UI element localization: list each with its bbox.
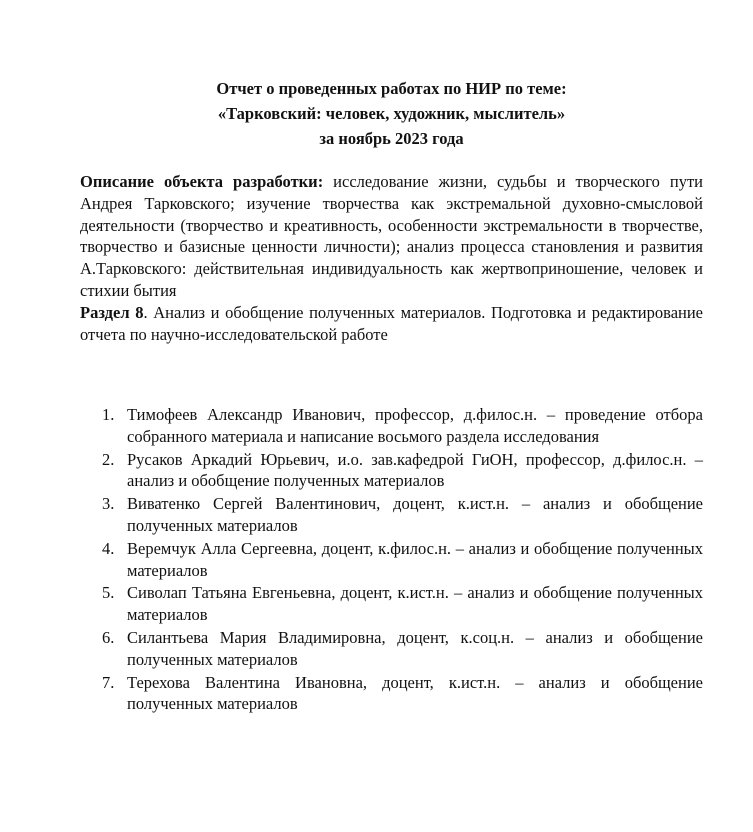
list-item-number: 2. [102,449,115,469]
list-item-text: Силантьева Мария Владимировна, доцент, к.соц.н. – анализ и обобщение полученных материалов [127,627,703,669]
list-item-number: 5. [102,583,115,603]
list-item-text: Виватенко Сергей Валентинович, доцент, к.ист.н. – анализ и обобщение полученных материалов [127,494,703,535]
section-text: . Анализ и обобщение полученных материалов. Подготовка и редактирование отчета по научно-исследовательской работе [80,302,704,344]
list-item-text: Тимофеев Александр Иванович, профессор, д.филос.н. – проведение отбора собранного материала и написание восьмого раздела исследования [127,405,703,446]
list-item-text: Русаков Аркадий Юрьевич, и.о. зав.кафедрой ГиОН, профессор, д.филос.н. – анализ и обобщение полученных материалов [127,449,703,491]
list-item-text: Сиволап Татьяна Евгеньевна, доцент, к.ист.н. – анализ и обобщение полученных материалов [127,583,703,625]
list-item [80,404,703,448]
description-text: исследование жизни, судьбы и творческого пути Андрея Тарковского; изучение творчества как экстремальной духовно-смысловой деятельности (творчество и креативность, особенности экстремальности в творчестве, творчество и базисные ценности личности); анализ процесса становления и развития А.Тарковского: действительная индивидуальность как жертвоприношение, человек и стихии бытия [80,172,703,300]
report-title [80,76,703,151]
list-item [80,449,703,493]
object-description [80,171,703,302]
list-item [80,672,703,716]
title-line-2: «Тарковский: человек, художник, мыслитель» [217,104,566,123]
list-item [80,493,703,537]
list-item [80,538,703,582]
section-description [80,302,703,346]
list-item-number: 1. [102,405,115,424]
title-line-1: Отчет о проведенных работах по НИР по теме: [216,79,567,98]
list-item-text: Веремчук Алла Сергеевна, доцент, к.филос.н. – анализ и обобщение полученных материалов [127,538,703,580]
list-item [80,627,703,671]
list-item-number: 4. [102,538,115,558]
description-label: Описание объекта разработки: [80,172,324,191]
list-item-number: 3. [102,494,115,514]
participants-list [80,404,703,715]
description-block [80,171,703,345]
list-item-number: 6. [102,627,115,647]
section-label: Раздел 8 [80,302,144,322]
list-item-text: Терехова Валентина Ивановна, доцент, к.ист.н. – анализ и обобщение полученных материалов [127,672,703,714]
title-line-3: за ноябрь 2023 года [319,129,464,148]
list-item [80,582,703,626]
list-item-number: 7. [102,672,115,692]
